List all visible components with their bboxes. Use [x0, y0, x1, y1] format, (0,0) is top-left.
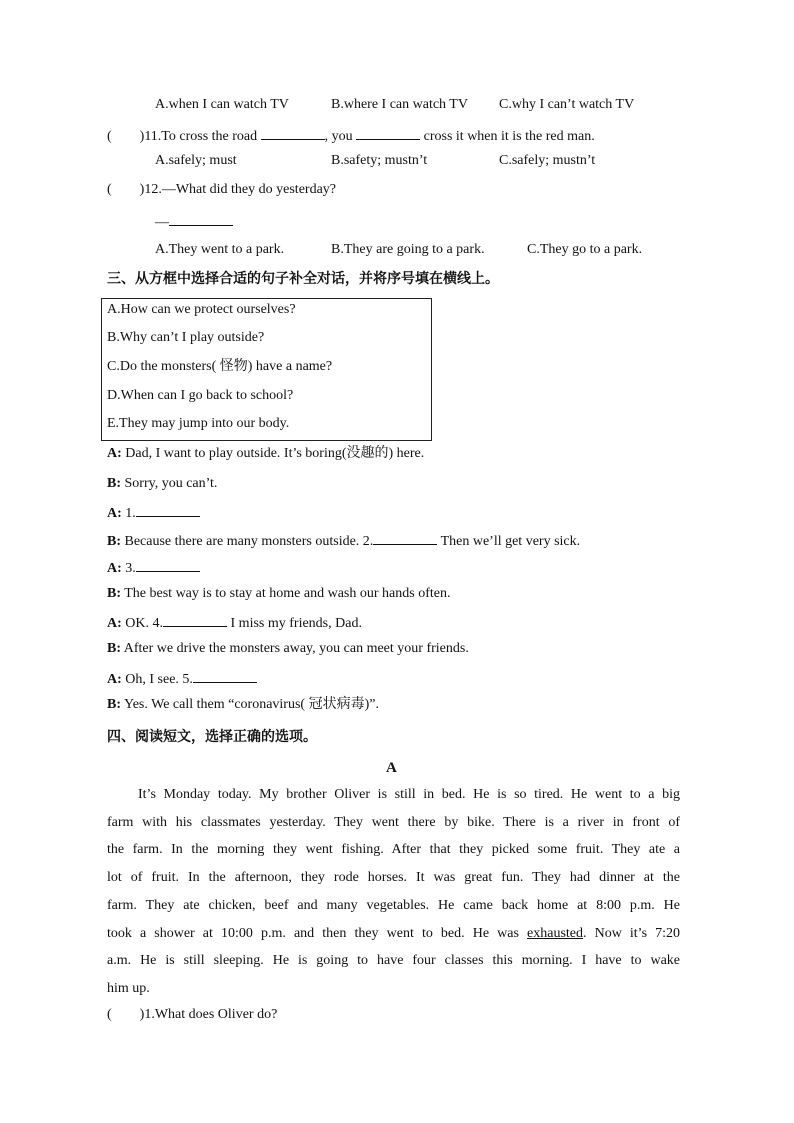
q12-option-c: C.They go to a park. [527, 242, 643, 257]
passage-line: It’s Monday today. My brother Oliver is still in bed. He is so tired. He went to a big [138, 787, 680, 802]
speaker: B: [107, 476, 121, 491]
question-11 [107, 125, 595, 146]
dialogue-text: OK. 4. [125, 616, 164, 631]
dialogue-text: Then we’ll get very sick. [440, 534, 581, 549]
dialogue-line [107, 445, 424, 463]
passage-line: a.m. He is still sleeping. He is going to have four classes this morning. I have to wake [107, 953, 680, 969]
dash: — [155, 215, 169, 230]
answer-paren[interactable]: ( ) [107, 129, 145, 144]
dialogue-line [107, 612, 362, 633]
speaker: A: [107, 446, 122, 461]
dialogue-line [107, 557, 200, 578]
answer-blank[interactable] [136, 557, 200, 572]
section-4-title: 四、阅读短文，选择正确的选项。 [107, 729, 317, 745]
dialogue-text: The best way is to stay at home and wash our hands often. [124, 586, 451, 601]
question-12 [107, 181, 336, 199]
dialogue-line [107, 475, 217, 493]
reading-passage [107, 781, 680, 1003]
dialogue-text: Yes. We call them “coronavirus( 冠状病毒)”. [123, 697, 379, 712]
passage-label: A [386, 760, 397, 776]
passage-line: the farm. In the morning they went fishing. After that they picked some fruit. They ate a [107, 842, 680, 858]
passage-line: lot of fruit. In the afternoon, they rode horses. It was great fun. They had dinner at the [107, 870, 680, 886]
answer-blank[interactable] [163, 612, 227, 627]
answer-paren[interactable]: ( ) [107, 1007, 145, 1022]
box-option-e: E.They may jump into our body. [107, 416, 290, 431]
dialogue-line [107, 668, 257, 689]
passage-text: took a shower at 10:00 p.m. and then they went to bed. He was [107, 925, 519, 941]
speaker: B: [107, 534, 121, 549]
question-stem: 11.To cross the road [144, 129, 258, 144]
answer-blank[interactable] [169, 211, 233, 226]
question-stem: 12.—What did they do yesterday? [144, 182, 336, 197]
passage-line: farm with his classmates yesterday. They went there by bike. There is a river in front of [107, 814, 680, 830]
box-option-a: A.How can we protect ourselves? [107, 302, 296, 317]
q11-option-c: C.safely; mustn’t [499, 153, 596, 168]
dialogue-text: After we drive the monsters away, you can meet your friends. [123, 641, 469, 656]
dialogue-line [107, 696, 379, 714]
answer-blank[interactable] [193, 668, 257, 683]
speaker: B: [107, 586, 121, 601]
q10-option-a: A.when I can watch TV [155, 97, 289, 112]
question-stem: 1.What does Oliver do? [144, 1007, 278, 1022]
dialogue-text: 1. [125, 506, 136, 521]
speaker: A: [107, 672, 122, 687]
q11-option-a: A.safely; must [155, 153, 237, 168]
box-option-c: C.Do the monsters( 怪物) have a name? [107, 359, 333, 374]
underlined-word: exhausted [527, 925, 583, 941]
answer-blank[interactable] [261, 125, 325, 140]
q12-answer-line [155, 211, 233, 232]
q12-option-b: B.They are going to a park. [331, 242, 485, 257]
dialogue-text: Because there are many monsters outside. 2. [124, 534, 374, 549]
speaker: A: [107, 561, 122, 576]
box-option-d: D.When can I go back to school? [107, 388, 294, 403]
answer-blank[interactable] [356, 125, 420, 140]
dialogue-text: 3. [125, 561, 136, 576]
question-stem: cross it when it is the red man. [423, 129, 595, 144]
dialogue-text: Oh, I see. 5. [125, 672, 193, 687]
speaker: A: [107, 616, 122, 631]
dialogue-text: I miss my friends, Dad. [230, 616, 362, 631]
section-3-title: 三、从方框中选择合适的句子补全对话，并将序号填在横线上。 [107, 271, 499, 287]
q12-option-a: A.They went to a park. [155, 242, 285, 257]
passage-text: . Now it’s 7:20 [583, 925, 680, 941]
speaker: B: [107, 641, 121, 656]
dialogue-text: Dad, I want to play outside. It’s boring(没趣的) here. [125, 446, 425, 461]
dialogue-line [107, 640, 469, 658]
speaker: B: [107, 697, 121, 712]
passage-line [107, 920, 680, 948]
q11-option-b: B.safety; mustn’t [331, 153, 428, 168]
dialogue-text: Sorry, you can’t. [124, 476, 218, 491]
passage-line: farm. They ate chicken, beef and many vegetables. He came back home at 8:00 p.m. He [107, 897, 680, 913]
q10-option-c: C.why I can’t watch TV [499, 97, 635, 112]
passage-line: him up. [107, 980, 150, 996]
dialogue-line [107, 502, 200, 523]
box-option-b: B.Why can’t I play outside? [107, 330, 265, 345]
question-stem: , you [324, 129, 353, 144]
answer-blank[interactable] [136, 502, 200, 517]
reading-question-1 [107, 1006, 277, 1024]
speaker: A: [107, 506, 122, 521]
q10-option-b: B.where I can watch TV [331, 97, 468, 112]
answer-paren[interactable]: ( ) [107, 182, 145, 197]
dialogue-line [107, 530, 580, 551]
answer-blank[interactable] [373, 530, 437, 545]
dialogue-line [107, 585, 450, 603]
